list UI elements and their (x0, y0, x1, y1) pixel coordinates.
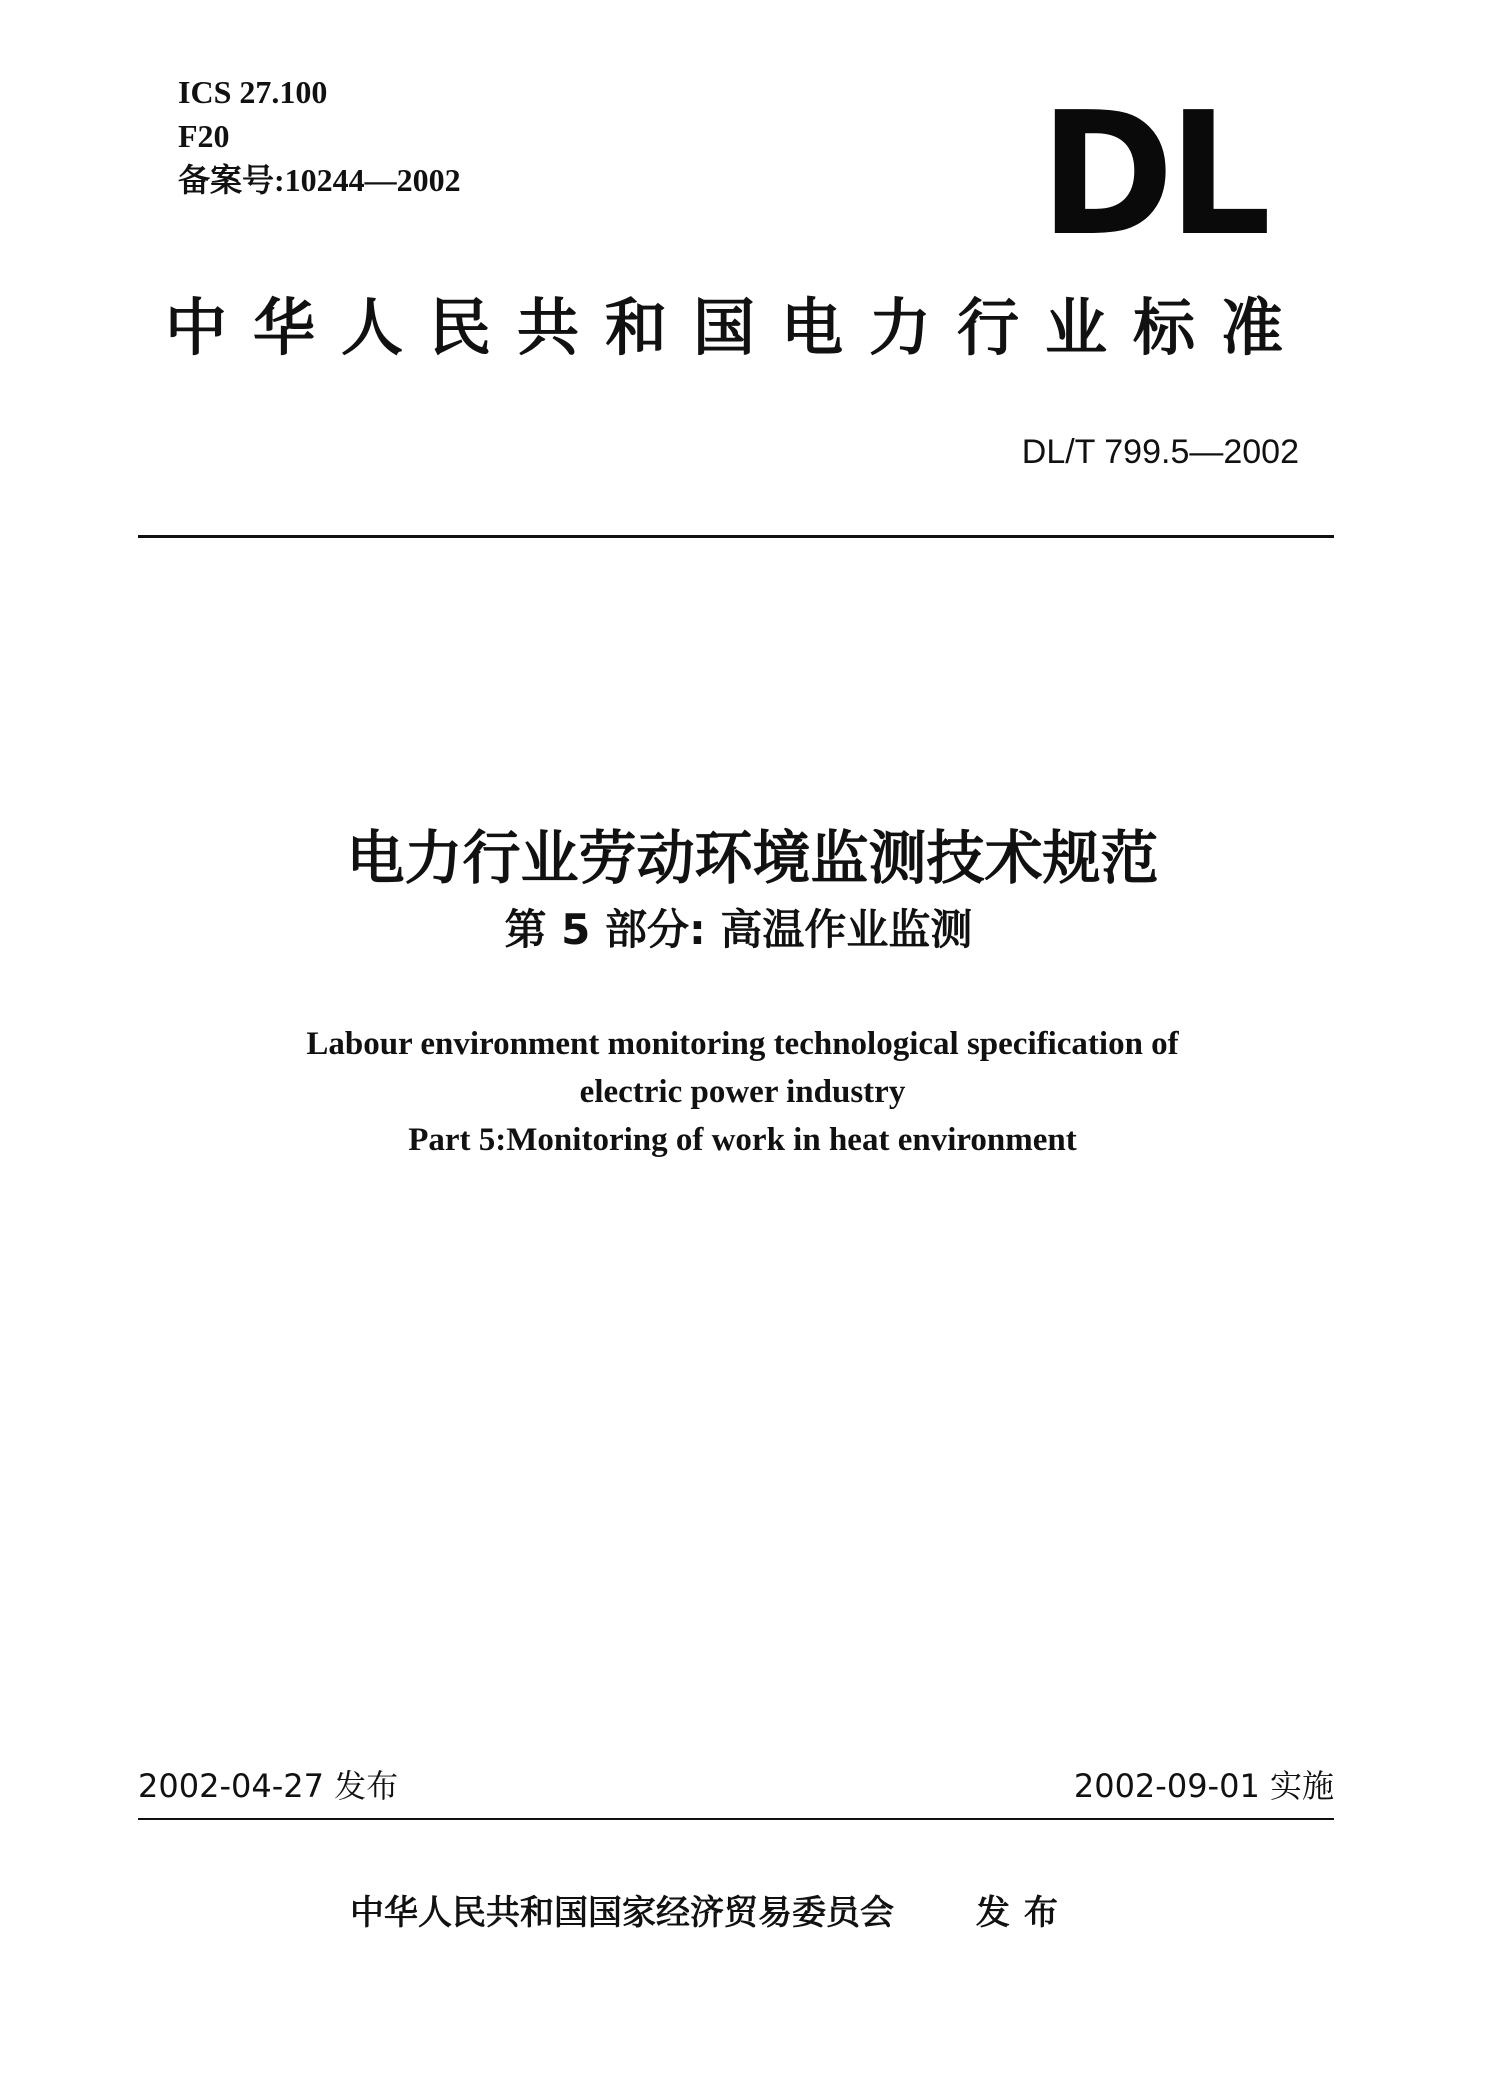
ics-code: ICS 27.100 (178, 74, 328, 110)
issuing-authority (350, 1888, 1072, 1938)
publish-date: 2002-04-27 发布 (138, 1767, 399, 1805)
dl-logo: DL (1040, 76, 1266, 274)
english-title (0, 1020, 1485, 1164)
implementation-date: 2002-09-01 实施 (1073, 1767, 1334, 1805)
chinese-part-title: 第 5 部分: 高温作业监测 (504, 905, 973, 954)
english-title-line-3: Part 5:Monitoring of work in heat environment (408, 1122, 1077, 1158)
english-title-line-1: Labour environment monitoring technological specification of (306, 1026, 1179, 1062)
standard-code: DL/T 799.5—2002 (1021, 433, 1299, 471)
record-number: 备案号:10244—2002 (178, 162, 461, 198)
issuer-name: 中华人民共和国国家经济贸易委员会 (350, 1893, 894, 1933)
ccs-code: F20 (178, 118, 230, 154)
standard-category-title: 中华人民共和国电力行业标准 (165, 291, 1310, 364)
classification-block (178, 70, 461, 202)
chinese-main-title: 电力行业劳动环境监测技术规范 (346, 824, 1159, 892)
issuer-action: 发布 (975, 1893, 1072, 1933)
footer-divider (138, 1818, 1334, 1820)
header-divider (138, 535, 1334, 538)
english-title-line-2: electric power industry (579, 1074, 906, 1110)
